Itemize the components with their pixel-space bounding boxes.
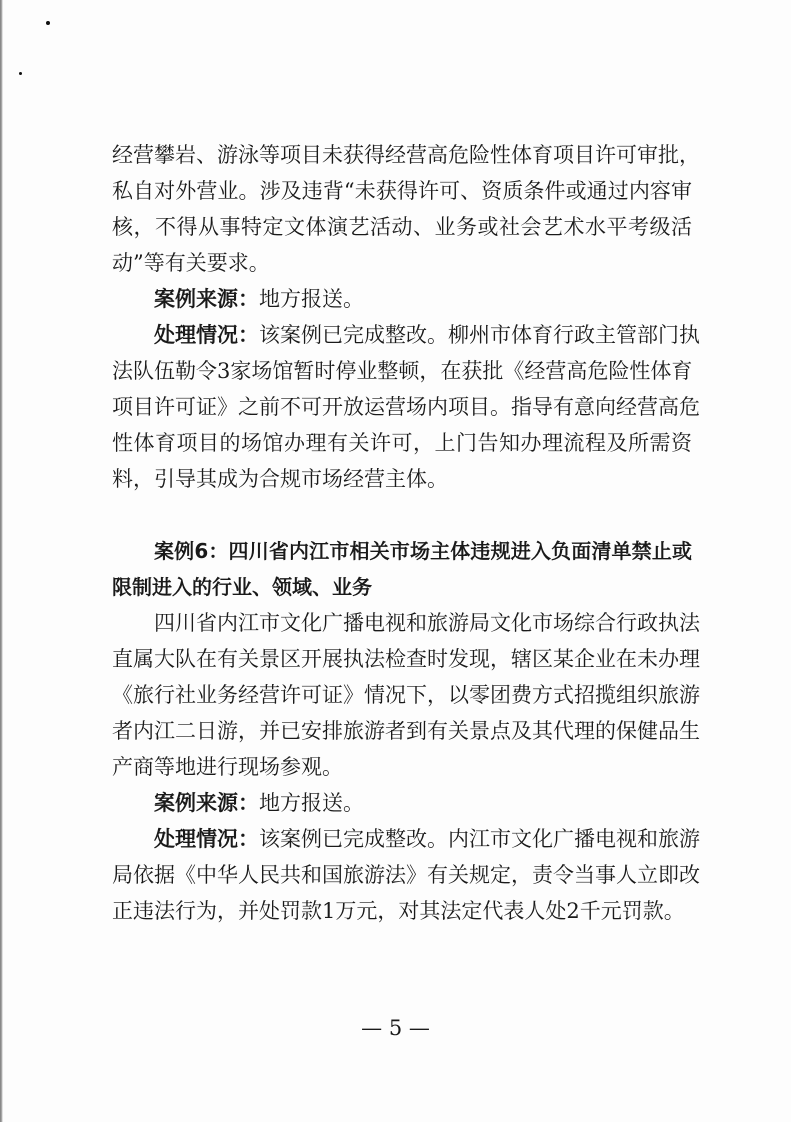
case-source-label: 案例来源：: [154, 791, 259, 815]
text-line: 私自对外营业。涉及违背“未获得许可、资质条件或通过内容审: [112, 179, 692, 203]
case-source-text: 地方报送。: [259, 791, 364, 815]
heading-line: 限制进入的行业、领域、业务: [112, 575, 372, 599]
scan-speck: [19, 72, 22, 75]
text-line: [112, 317, 700, 353]
handling-label: 处理情况：: [154, 323, 259, 347]
text-line: 动”等有关要求。: [112, 251, 270, 275]
case-6-heading: [112, 533, 692, 605]
document-body: [112, 137, 700, 929]
paragraph-spacer: [112, 497, 692, 533]
case-source-text: 地方报送。: [259, 287, 364, 311]
handling-paragraph: [112, 317, 700, 497]
text-line: 者内江二日游，并已安排旅游者到有关景点及其代理的保健品生: [112, 719, 700, 743]
text-line: 性体育项目的场馆办理有关许可，上门告知办理流程及所需资: [112, 431, 692, 455]
heading-line: 案例6：四川省内江市相关市场主体违规进入负面清单禁止或: [154, 539, 692, 563]
case-source-paragraph: [112, 281, 692, 317]
scan-edge-shadow: [0, 0, 4, 1122]
page-number: — 5 —: [361, 1016, 430, 1040]
paragraph-violation-description: [112, 137, 700, 281]
handling-label: 处理情况：: [154, 827, 259, 851]
handling-paragraph: [112, 821, 700, 929]
case-6-description: [112, 605, 700, 785]
text-line: 经营攀岩、游泳等项目未获得经营高危险性体育项目许可审批，: [112, 143, 700, 167]
case-source-paragraph: [112, 785, 692, 821]
text-line: 料，引导其成为合规市场经营主体。: [112, 467, 448, 491]
text-line: [112, 821, 700, 857]
text-line: 项目许可证》之前不可开放运营场内项目。指导有意向经营高危: [112, 395, 700, 419]
text-line: 《旅行社业务经营许可证》情况下，以零团费方式招揽组织旅游: [112, 683, 700, 707]
text-line: 局依据《中华人民共和国旅游法》有关规定，责令当事人立即改: [112, 863, 700, 887]
text-line: 四川省内江市文化广播电视和旅游局文化市场综合行政执法: [154, 611, 700, 635]
text-line: 法队伍勒令3家场馆暂时停业整顿，在获批《经营高危险性体育: [112, 359, 693, 383]
scan-speck: [46, 21, 50, 25]
text-line: 核，不得从事特定文体演艺活动、业务或社会艺术水平考级活: [112, 215, 692, 239]
handling-text: 该案例已完成整改。柳州市体育行政主管部门执: [259, 323, 700, 347]
text-line: 正违法行为，并处罚款1万元，对其法定代表人处2千元罚款。: [112, 899, 685, 923]
handling-text: 该案例已完成整改。内江市文化广播电视和旅游: [259, 827, 700, 851]
text-line: 产商等地进行现场参观。: [112, 755, 343, 779]
text-line: 直属大队在有关景区开展执法检查时发现，辖区某企业在未办理: [112, 647, 700, 671]
case-source-label: 案例来源：: [154, 287, 259, 311]
